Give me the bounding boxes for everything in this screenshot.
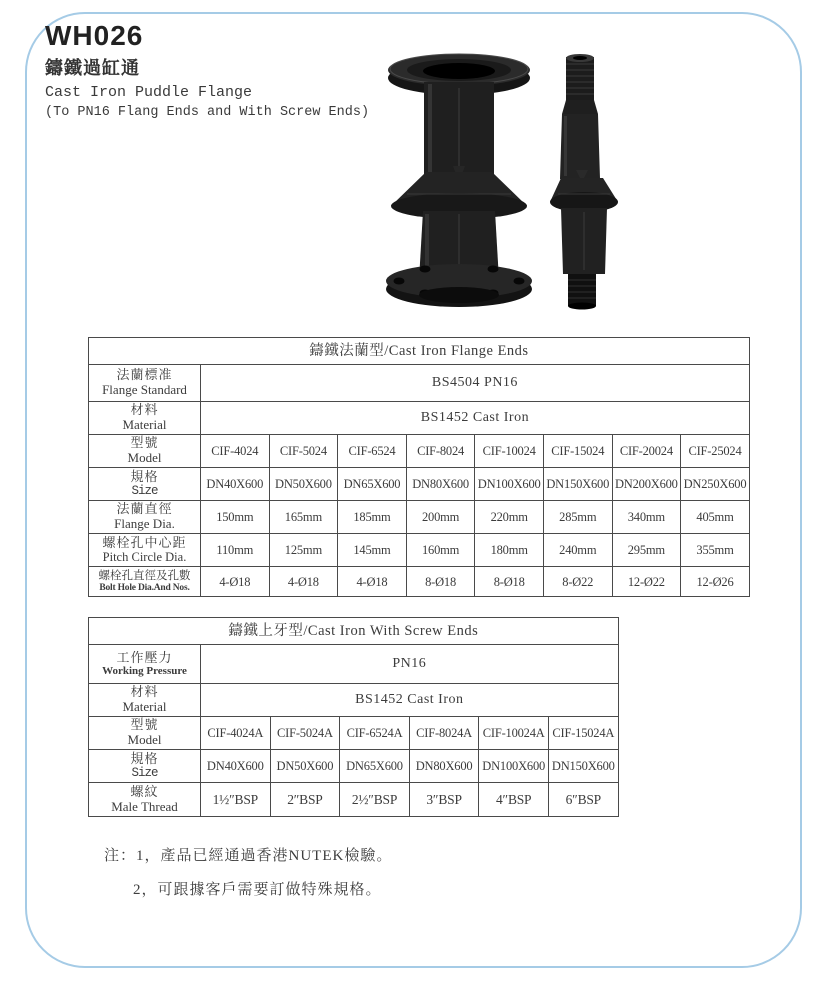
table-cell: 405mm <box>681 501 750 534</box>
table-cell: 200mm <box>406 501 475 534</box>
row-label-bolt-hole <box>89 567 201 597</box>
table-cell: 3″BSP <box>409 783 479 817</box>
table-row <box>89 435 750 468</box>
table-cell: 295mm <box>612 534 681 567</box>
row-label-working-pressure <box>89 645 201 684</box>
working-pressure-value: PN16 <box>201 645 619 684</box>
table-cell: CIF-4024 <box>201 435 270 468</box>
label-en: Male Thread <box>111 798 178 814</box>
table-cell: CIF-5024A <box>270 717 340 750</box>
label-en: Bolt Hole Dia.And Nos. <box>99 582 190 593</box>
table-cell: CIF-10024 <box>475 435 544 468</box>
table-cell: 145mm <box>338 534 407 567</box>
note-line-1: 注：1，產品已經通過香港NUTEK檢驗。 <box>104 848 393 864</box>
table-row <box>89 534 750 567</box>
row-label-size <box>89 468 201 501</box>
note-line-2: 2，可跟據客戶需要訂做特殊規格。 <box>133 882 382 898</box>
table-row <box>89 717 619 750</box>
material-value: BS1452 Cast Iron <box>201 402 750 435</box>
label-en: Size <box>131 766 158 781</box>
label-en: Working Pressure <box>102 665 187 678</box>
table-row <box>89 750 619 783</box>
table-cell: 160mm <box>406 534 475 567</box>
table-cell: 4″BSP <box>479 783 549 817</box>
row-label-material <box>89 402 201 435</box>
table-cell: CIF-8024 <box>406 435 475 468</box>
table-cell: 125mm <box>269 534 338 567</box>
table-cell: 2½″BSP <box>340 783 410 817</box>
table-cell: DN80X600 <box>406 468 475 501</box>
screw-ends-table <box>88 617 619 817</box>
label-zh: 型號 <box>130 717 159 733</box>
table-row <box>89 684 619 717</box>
table-row <box>89 783 619 817</box>
table-cell: CIF-6524 <box>338 435 407 468</box>
table-cell: DN150X600 <box>543 468 612 501</box>
table-row <box>89 468 750 501</box>
table-cell: 285mm <box>543 501 612 534</box>
label-zh: 規格 <box>130 750 159 766</box>
table-row <box>89 402 750 435</box>
table-cell: DN50X600 <box>269 468 338 501</box>
flange-standard-value: BS4504 PN16 <box>201 365 750 402</box>
table-row <box>89 501 750 534</box>
product-photo-screw-ends <box>548 52 624 310</box>
label-zh: 規格 <box>130 468 159 484</box>
product-title-en: Cast Iron Puddle Flange <box>45 84 253 101</box>
table-cell: CIF-4024A <box>201 717 271 750</box>
row-label-male-thread <box>89 783 201 817</box>
label-zh: 材料 <box>130 402 159 418</box>
table-cell: DN200X600 <box>612 468 681 501</box>
label-en: Material <box>122 699 167 714</box>
table-cell: 220mm <box>475 501 544 534</box>
table-cell: 110mm <box>201 534 270 567</box>
table-cell: DN65X600 <box>340 750 410 783</box>
table-cell: CIF-5024 <box>269 435 338 468</box>
table-cell: DN40X600 <box>201 468 270 501</box>
label-en: Model <box>127 732 162 747</box>
table-cell: 2″BSP <box>270 783 340 817</box>
label-en: Material <box>122 417 167 432</box>
table-cell: 165mm <box>269 501 338 534</box>
table-cell: 1½″BSP <box>201 783 271 817</box>
product-subtitle: (To PN16 Flang Ends and With Screw Ends) <box>45 105 370 120</box>
footnotes <box>104 844 392 899</box>
table-cell: 6″BSP <box>548 783 618 817</box>
label-en: Size <box>131 484 158 499</box>
row-label-model <box>89 717 201 750</box>
table-cell: DN65X600 <box>338 468 407 501</box>
table-cell: CIF-8024A <box>409 717 479 750</box>
table-cell: 150mm <box>201 501 270 534</box>
label-zh: 型號 <box>130 435 159 451</box>
screw-table-title: 鑄鐵上牙型/Cast Iron With Screw Ends <box>89 618 619 645</box>
label-en: Model <box>127 450 162 465</box>
table-cell: CIF-15024A <box>548 717 618 750</box>
product-code: WH026 <box>45 20 144 51</box>
table-cell: 8-Ø22 <box>543 567 612 597</box>
label-en: Flange Standard <box>102 382 187 397</box>
label-zh: 法蘭標准 <box>116 367 173 383</box>
table-cell: 4-Ø18 <box>269 567 338 597</box>
flange-ends-table <box>88 337 750 597</box>
table-cell: 185mm <box>338 501 407 534</box>
table-cell: 4-Ø18 <box>338 567 407 597</box>
table-cell: CIF-25024 <box>681 435 750 468</box>
label-zh: 螺栓孔中心距 <box>102 534 187 550</box>
table-cell: DN50X600 <box>270 750 340 783</box>
table-cell: DN250X600 <box>681 468 750 501</box>
label-en: Flange Dia. <box>114 516 175 531</box>
product-photo-flange-ends <box>383 48 535 316</box>
table-cell: 340mm <box>612 501 681 534</box>
table-row <box>89 567 750 597</box>
table-row <box>89 338 750 365</box>
table-cell: CIF-20024 <box>612 435 681 468</box>
table-cell: 240mm <box>543 534 612 567</box>
table-cell: 8-Ø18 <box>475 567 544 597</box>
table-cell: 355mm <box>681 534 750 567</box>
flange-table-title: 鑄鐵法蘭型/Cast Iron Flange Ends <box>89 338 750 365</box>
table-cell: 12-Ø22 <box>612 567 681 597</box>
row-label-pitch-circle <box>89 534 201 567</box>
row-label-flange-standard <box>89 365 201 402</box>
table-row <box>89 365 750 402</box>
table-cell: CIF-10024A <box>479 717 549 750</box>
table-cell: DN100X600 <box>475 468 544 501</box>
row-label-model <box>89 435 201 468</box>
row-label-size <box>89 750 201 783</box>
table-cell: 180mm <box>475 534 544 567</box>
table-row <box>89 618 619 645</box>
table-cell: DN100X600 <box>479 750 549 783</box>
product-title-zh: 鑄鐵過缸通 <box>45 58 140 78</box>
table-cell: 12-Ø26 <box>681 567 750 597</box>
table-cell: CIF-6524A <box>340 717 410 750</box>
table-cell: DN40X600 <box>201 750 271 783</box>
table-cell: CIF-15024 <box>543 435 612 468</box>
label-zh: 螺栓孔直徑及孔數 <box>98 569 191 582</box>
label-zh: 螺紋 <box>130 783 159 799</box>
material-value: BS1452 Cast Iron <box>201 684 619 717</box>
label-zh: 法蘭直徑 <box>116 501 173 517</box>
table-cell: DN80X600 <box>409 750 479 783</box>
table-cell: DN150X600 <box>548 750 618 783</box>
row-label-material <box>89 684 201 717</box>
label-zh: 材料 <box>130 684 159 700</box>
row-label-flange-dia <box>89 501 201 534</box>
table-cell: 4-Ø18 <box>201 567 270 597</box>
table-row <box>89 645 619 684</box>
page-header <box>45 20 369 120</box>
label-zh: 工作壓力 <box>116 649 173 665</box>
table-cell: 8-Ø18 <box>406 567 475 597</box>
label-en: Pitch Circle Dia. <box>102 550 187 565</box>
